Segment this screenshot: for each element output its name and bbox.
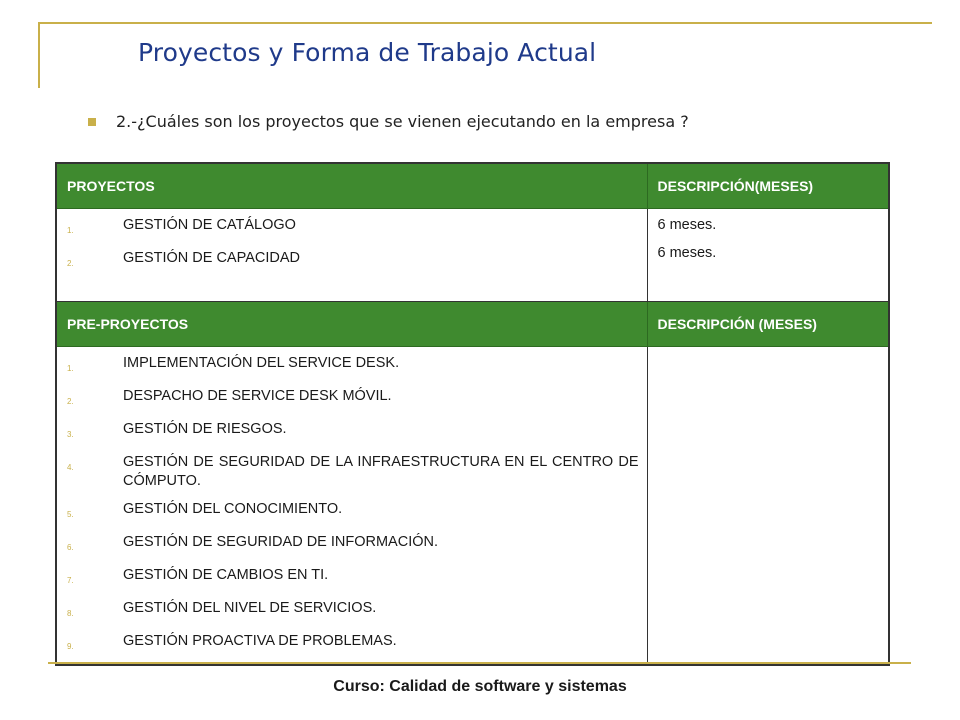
projects-table	[55, 162, 890, 666]
pre-months-cell	[647, 347, 889, 666]
list-number: 1.	[67, 364, 74, 373]
list-text: GESTIÓN DE RIESGOS.	[123, 421, 287, 437]
list-number: 5.	[67, 510, 74, 519]
list-number: 8.	[67, 609, 74, 618]
list-number: 6.	[67, 543, 74, 552]
proyectos-cell	[56, 209, 647, 302]
list-text: IMPLEMENTACIÓN DEL SERVICE DESK.	[123, 355, 400, 371]
months-cell	[647, 209, 889, 302]
list-item	[67, 632, 639, 656]
slide-title: Proyectos y Forma de Trabajo Actual	[138, 38, 597, 67]
table-row	[56, 347, 889, 666]
pre-proyectos-cell	[56, 347, 647, 666]
question-bullet	[88, 112, 689, 131]
list-item	[67, 500, 639, 524]
list-number: 9.	[67, 642, 74, 651]
list-item	[67, 599, 639, 623]
list-text: GESTIÓN DE CAPACIDAD	[123, 250, 300, 266]
list-text: GESTIÓN DE CAMBIOS EN TI.	[123, 567, 329, 583]
months-value: 6 meses.	[657, 217, 717, 233]
list-text: GESTIÓN DEL CONOCIMIENTO.	[123, 501, 343, 517]
list-item	[67, 566, 639, 590]
months-value: 6 meses.	[657, 245, 717, 261]
list-number: 3.	[67, 430, 74, 439]
table-row	[56, 209, 889, 302]
frame-top-line	[38, 22, 932, 24]
list-number: 1.	[67, 226, 74, 235]
footer-course: Curso: Calidad de software y sistemas	[333, 678, 627, 695]
frame-left-line	[38, 22, 40, 88]
header-descripcion-2: DESCRIPCIÓN (MESES)	[647, 302, 889, 347]
list-number: 2.	[67, 397, 74, 406]
list-text: GESTIÓN DE CATÁLOGO	[123, 217, 296, 233]
header-proyectos: PROYECTOS	[56, 163, 647, 209]
list-number: 7.	[67, 576, 74, 585]
square-bullet-icon	[88, 118, 96, 126]
list-item	[67, 420, 639, 444]
table-header-row	[56, 302, 889, 347]
list-text: GESTIÓN DE SEGURIDAD DE LA INFRAESTRUCTURA EN EL CENTRO DE CÓMPUTO.	[123, 454, 639, 489]
list-number: 4.	[67, 463, 74, 472]
list-item	[67, 249, 639, 273]
proyectos-list	[57, 209, 647, 281]
pre-proyectos-list	[57, 347, 647, 664]
list-item	[67, 453, 639, 491]
header-descripcion: DESCRIPCIÓN(MESES)	[647, 163, 889, 209]
list-number: 2.	[67, 259, 74, 268]
list-item	[67, 387, 639, 411]
question-text: 2.-¿Cuáles son los proyectos que se vienen ejecutando en la empresa ?	[116, 112, 689, 131]
list-text: GESTIÓN PROACTIVA DE PROBLEMAS.	[123, 633, 397, 649]
list-text: GESTIÓN DE SEGURIDAD DE INFORMACIÓN.	[123, 534, 438, 550]
list-item	[67, 354, 639, 378]
footer-divider	[48, 662, 911, 664]
table-header-row	[56, 163, 889, 209]
list-text: GESTIÓN DEL NIVEL DE SERVICIOS.	[123, 600, 377, 616]
list-item	[67, 533, 639, 557]
header-pre-proyectos: PRE-PROYECTOS	[56, 302, 647, 347]
list-text: DESPACHO DE SERVICE DESK MÓVIL.	[123, 388, 392, 404]
list-item	[67, 216, 639, 240]
